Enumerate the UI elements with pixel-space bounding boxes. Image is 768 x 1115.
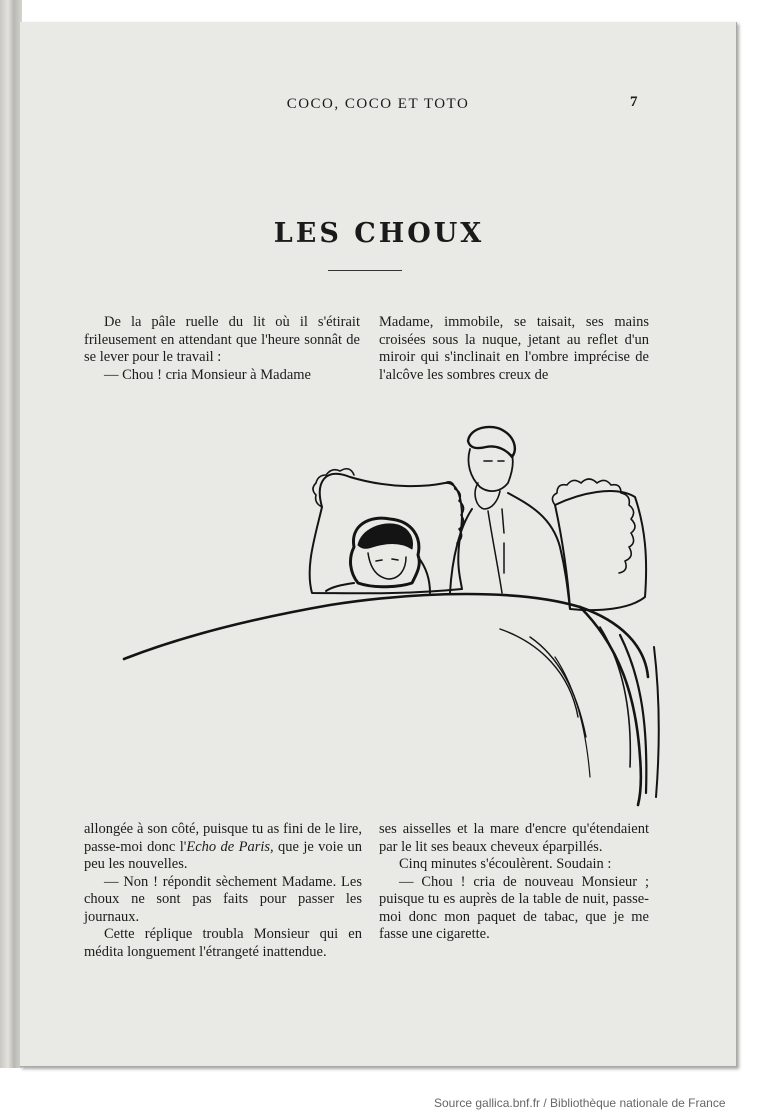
- woman-hair-fill: [358, 524, 412, 549]
- text-column-bottom-right: [379, 821, 649, 944]
- blanket-edge-1: [580, 607, 641, 805]
- man-hair: [468, 427, 515, 457]
- book-page: [20, 22, 737, 1067]
- title-rule: [328, 270, 402, 271]
- text-column-top-left: [84, 314, 360, 384]
- paragraph: De la pâle ruelle du lit où il s'étirait frileusement en attendant que l'heure sonnât de se lever pour le travail :: [84, 314, 360, 365]
- blanket-fold-2: [530, 637, 586, 737]
- paragraph: [84, 821, 362, 874]
- blanket-fold-3: [555, 657, 590, 777]
- man-head: [468, 449, 512, 491]
- paragraph: — Chou ! cria Monsieur à Madame: [104, 366, 311, 383]
- bed-illustration: [100, 397, 660, 809]
- italic-title: Echo de Paris: [186, 838, 271, 855]
- paragraph: — Chou ! cria de nouveau Monsieur ; puisque tu es auprès de la table de nuit, passe-moi donc mon paquet de tabac, que je me fasse une cigarette.: [379, 873, 649, 942]
- text-run: , que je voie un peu les nouvelles.: [84, 838, 363, 872]
- text-column-top-right: [379, 314, 649, 384]
- book-spine: [0, 0, 22, 1068]
- woman-face: [368, 553, 406, 579]
- chapter-title: LES CHOUX: [273, 218, 485, 249]
- paragraph: Cinq minutes s'écoulèrent. Soudain :: [399, 856, 612, 872]
- text-run: allongée à son côté, puisque tu as fini de le lire, passe-moi donc l': [84, 821, 362, 855]
- text-column-bottom-left: [84, 821, 362, 961]
- man-body: [450, 493, 570, 609]
- woman-eyes: [376, 559, 398, 561]
- man-shirt: [488, 509, 504, 593]
- blanket-fold-1: [500, 629, 578, 717]
- paragraph: ses aisselles et la mare d'encre qu'étendaient par le lit ses beaux cheveux éparpillés.: [379, 821, 649, 855]
- running-head: COCO, COCO ET TOTO: [286, 96, 470, 112]
- paragraph: Madame, immobile, se taisait, ses mains croisées sous la nuque, jetant au reflet d'un miroir qui s'inclinait en l'ombre imprécise de l'alcôve les sombres creux de: [379, 314, 649, 383]
- paragraph: — Non ! répondit sèchement Madame. Les choux ne sont pas faits pour passer les journaux.: [84, 873, 362, 925]
- page-number: 7: [630, 94, 638, 110]
- paragraph: Cette réplique troubla Monsieur qui en médita longuement l'étrangeté inattendue.: [84, 926, 362, 960]
- blanket-side: [654, 647, 659, 797]
- source-footer: Source gallica.bnf.fr / Bibliothèque nationale de France: [434, 1096, 726, 1110]
